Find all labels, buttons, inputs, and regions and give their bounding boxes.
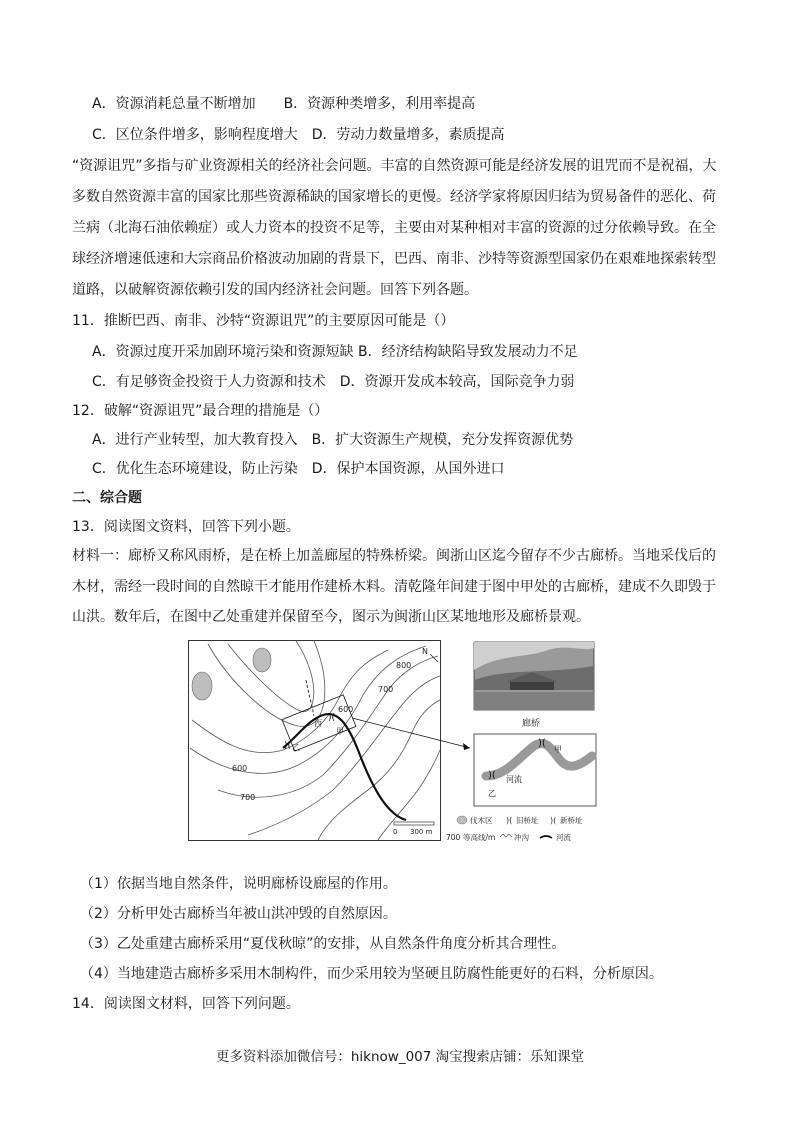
scale-end: 300 m [410, 828, 433, 836]
legend-forest-icon [457, 816, 467, 824]
sub-question-3: （3）乙处重建古廊桥采用“夏伐秋晾”的安排，从自然条件角度分析其合理性。 [80, 936, 566, 952]
contour-label-700-left: 700 [240, 793, 256, 802]
inset-yi: 乙 [488, 789, 496, 798]
paragraph-line: 兰病（北海石油依赖症）或人力资本的投资不足等，主要由对某种相对丰富的资源的过分依赖导致。在全 [72, 220, 716, 236]
north-label: N [422, 647, 428, 656]
place-jia: 甲 [336, 727, 344, 736]
legend-old-bridge: 旧桥址 [516, 816, 539, 825]
contour-label-600-left: 600 [232, 764, 248, 773]
paragraph-line: 多数自然资源丰富的国家比那些资源稀缺的国家增长的更慢。经济学家将原因归结为贸易备件的恶化、荷 [72, 189, 716, 205]
legend-forest: 伐木区 [470, 816, 493, 825]
section-heading: 二、综合题 [72, 490, 142, 506]
scale-start: 0 [393, 828, 398, 836]
paragraph-line: 道路，以破解资源依赖引发的国内经济社会问题。回答下列各题。 [72, 282, 478, 298]
legend [446, 815, 583, 842]
option-line-a-b: A．资源消耗总量不断增加 B．资源种类增多，利用率提高 [92, 96, 476, 112]
legend-contour: 等高线/m [463, 833, 496, 842]
material-line: 山洪。数年后，在图中乙处重建并保留至今，图示为闽浙山区某地地形及廊桥景观。 [72, 609, 590, 625]
q11-options-a-b: A．资源过度开采加剧环境污染和资源短缺 B．经济结构缺陷导致发展动力不足 [92, 344, 578, 360]
contour-label-600: 600 [338, 705, 354, 714]
inset-old-bridge-icon: )( [538, 738, 546, 749]
sub-question-4: （4）当地建造古廊桥多采用木制构件，而少采用较为坚硬且防腐性能更好的石料，分析原因。 [80, 966, 663, 982]
place-yi: 乙 [292, 743, 300, 752]
inset-new-bridge-icon: )( [488, 770, 496, 781]
legend-contour-sample: 700 [446, 833, 461, 842]
q12-options-c-d: C．优化生态环境建设，防止污染 D．保护本国资源，从国外进口 [92, 461, 505, 477]
question-12: 12．破解“资源诅咒”最合理的措施是（） [72, 403, 329, 419]
legend-new-bridge: 新桥址 [560, 816, 583, 825]
q11-options-c-d: C．有足够资金投资于人力资源和技术 D．资源开发成本较高，国际竞争力弱 [92, 374, 575, 390]
q12-options-a-b: A．进行产业转型，加大教育投入 B．扩大资源生产规模，充分发挥资源优势 [92, 432, 574, 448]
forest-area-left [192, 672, 212, 700]
paragraph-line: “资源诅咒”多指与矿业资源相关的经济社会问题。丰富的自然资源可能是经济发展的诅咒而不是祝福，大 [72, 158, 717, 174]
legend-river: 河流 [556, 833, 571, 842]
scale-bar [394, 822, 434, 825]
option-line-c-d: C．区位条件增多，影响程度增大 D．劳动力数量增多，素质提高 [92, 127, 505, 143]
legend-gully-icon [500, 834, 512, 837]
bridge-photo [474, 642, 594, 729]
question-14: 14．阅读图文材料，回答下列问题。 [72, 996, 300, 1012]
terrain-map-figure [188, 640, 616, 852]
contour-map [189, 641, 441, 841]
contour-label-800: 800 [396, 661, 412, 670]
legend-old-bridge-icon: )( [506, 816, 513, 825]
forest-area-top [253, 648, 271, 672]
material-line: 木材，需经一段时间的自然晾干才能用作建桥木料。清乾隆年间建于图中甲处的古廊桥，建成不久即毁于 [72, 579, 716, 595]
legend-new-bridge-icon: )( [550, 816, 557, 825]
material-line: 材料一：廊桥又称风雨桥，是在桥上加盖廊屋的特殊桥梁。闽浙山区迄今留存不少古廊桥。当地采伐后的 [72, 548, 716, 564]
photo-caption: 廊桥 [522, 719, 541, 729]
inset-detail [474, 734, 596, 806]
sub-question-2: （2）分析甲处古廊桥当年被山洪冲毁的自然原因。 [80, 906, 397, 922]
contour-label-700: 700 [378, 685, 394, 694]
question-13: 13．阅读图文资料，回答下列小题。 [72, 519, 300, 535]
page-footer: 更多资料添加微信号：hiknow_007 淘宝搜索店铺：乐知课堂 [215, 1049, 585, 1065]
legend-gully: 冲沟 [514, 833, 529, 842]
inset-jia: 甲 [554, 745, 562, 754]
new-bridge-site-icon: )( [284, 741, 292, 751]
connector-arrow-icon [463, 743, 470, 750]
paragraph-line: 球经济增速低速和大宗商品价格波动加剧的背景下，巴西、南非、沙特等资源型国家仍在艰难地探索转型 [72, 251, 716, 267]
legend-river-icon [540, 836, 552, 838]
question-11: 11．推断巴西、南非、沙特“资源诅咒”的主要原因可能是（） [72, 313, 455, 329]
sub-question-1: （1）依据当地自然条件，说明廊桥设廊屋的作用。 [80, 876, 397, 892]
place-xi: 西 [314, 719, 322, 728]
old-bridge-site-icon: )( [328, 713, 336, 723]
inset-river-label: 河流 [506, 775, 522, 784]
